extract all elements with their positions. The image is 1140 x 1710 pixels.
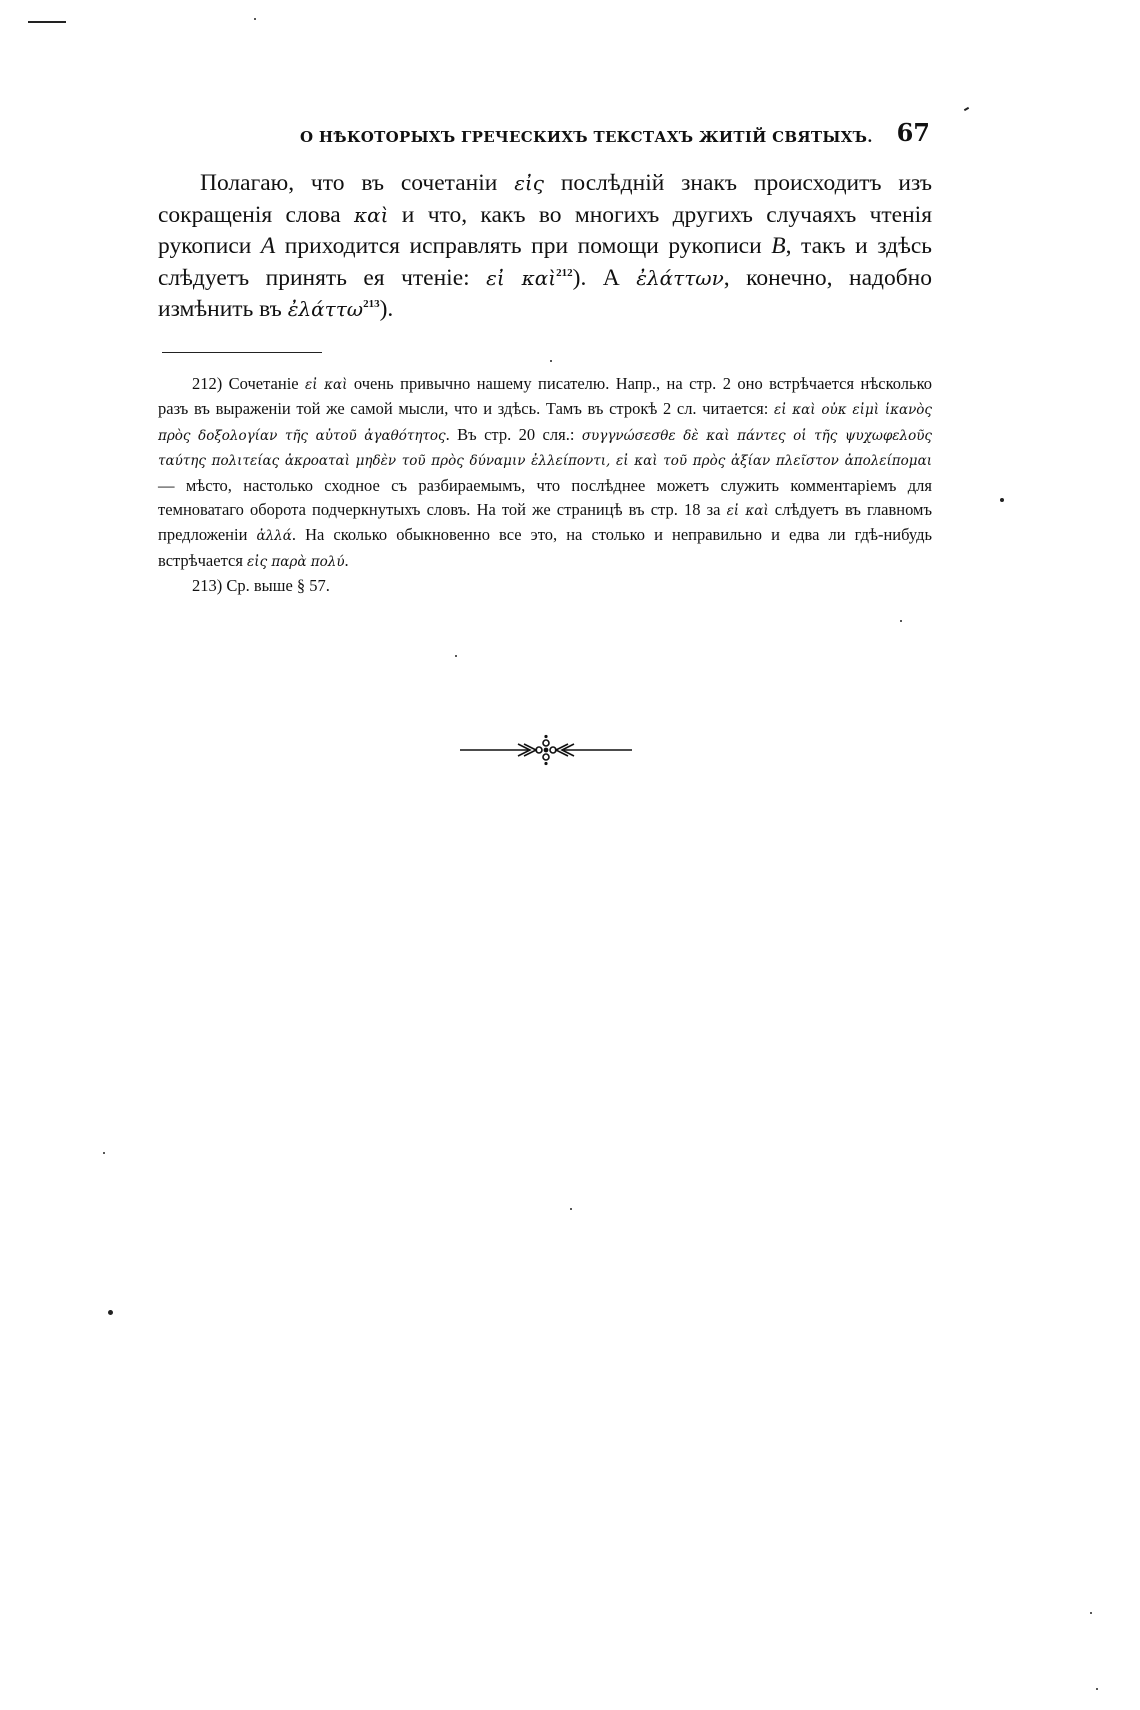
scan-speck <box>103 1152 105 1154</box>
footnote-213: 213) Ср. выше § 57. <box>192 576 330 596</box>
greek-phrase: ἐλάττω <box>287 297 364 321</box>
greek-phrase: εἰς <box>514 171 544 195</box>
greek-phrase: ἀλλά <box>256 528 292 545</box>
scan-speck <box>964 107 969 111</box>
text-span: приходится исправлять при помощи рукописи <box>275 233 772 259</box>
manuscript-b: B <box>771 233 786 259</box>
running-title: О НѢКОТОРЫХЪ ГРЕЧЕСКИХЪ ТЕКСТАХЪ ЖИТІЙ СВЯТЫХЪ. <box>300 128 873 146</box>
greek-phrase: εἰ καὶ <box>305 377 348 393</box>
scan-speck <box>550 360 552 362</box>
scan-speck <box>254 18 256 20</box>
text-span: 212) Сочетаніе <box>192 374 306 393</box>
footnotes <box>158 372 932 599</box>
greek-phrase: ἐλάττων <box>636 265 724 290</box>
scan-speck <box>1090 1612 1092 1614</box>
greek-phrase: συγγνώσεσθε δὲ καὶ πάντες οἱ τῆς ψυχωφελοῦς ταύτης πολιτείας ἀκροαταὶ μηδὲν τοῦ πρὸς δύναμιν ἐλλείποντι, εἰ καὶ τοῦ πρὸς ἀξίαν πλεῖστον ἀπολείπομαι <box>158 427 932 470</box>
footnote-ref-212: 212 <box>556 266 573 279</box>
scan-speck <box>900 620 902 622</box>
fleuron-divider-icon <box>458 734 634 766</box>
text-span: , конечно, надобно измѣнить въ <box>158 264 932 322</box>
greek-phrase: εἰ καὶ οὐκ εἰμὶ ἱκανὸς πρὸς δοξολογίαν τῆς αὐτοῦ ἀγαθότητος <box>158 402 932 444</box>
text-span: слѣдуетъ въ главномъ предложеніи <box>158 500 933 545</box>
greek-phrase: εἰ καὶ <box>486 265 557 290</box>
text-span: . <box>344 550 349 570</box>
footnote-ref-213: 213 <box>363 298 380 310</box>
page-number: 67 <box>896 118 930 147</box>
scan-speck <box>1000 498 1004 502</box>
text-span: очень привычно нашему писателю. Напр., на стр. 2 оно встрѣчается нѣсколько разъ въ выраженіи той же самой мысли, что и здѣсь. Тамъ въ строкѣ 2 сл. читается: <box>158 374 932 419</box>
footnote-separator <box>162 352 322 353</box>
greek-phrase: καὶ <box>354 202 389 227</box>
text-span: послѣдній знакъ происходитъ изъ сокращенія слова <box>158 170 932 228</box>
scan-speck <box>570 1208 572 1210</box>
scan-speck <box>28 21 66 23</box>
text-span: ). <box>379 296 394 322</box>
greek-phrase: εἰς παρὰ πολύ <box>247 553 345 570</box>
text-span: и что, какъ во многихъ другихъ случаяхъ чтенія рукописи <box>158 201 932 259</box>
greek-phrase: εἰ καὶ <box>726 503 769 520</box>
scan-speck <box>108 1310 113 1315</box>
main-paragraph <box>158 168 932 326</box>
manuscript-a: A <box>260 233 276 259</box>
footnote-212 <box>158 372 932 574</box>
scan-speck <box>1096 1688 1098 1690</box>
page-header <box>160 118 932 154</box>
text-span: . На сколько обыкновенно все это, на столько и неправильно и едва ли гдѣ-нибудь встрѣчается <box>158 525 933 570</box>
text-span: , такъ и здѣсь слѣдуетъ принять ея чтеніе: <box>158 233 932 291</box>
text-span: ). А <box>572 264 637 291</box>
text-span: Полагаю, что въ сочетаніи <box>200 170 515 196</box>
text-span: — мѣсто, настолько сходное съ разбираемымъ, что послѣднее можетъ служить комментаріемъ для темноватаго оборота подчеркнутыхъ словъ. На той же страницѣ въ стр. 18 за <box>158 475 932 520</box>
scan-speck <box>455 655 457 657</box>
text-span: . Въ стр. 20 сля.: <box>445 424 582 444</box>
